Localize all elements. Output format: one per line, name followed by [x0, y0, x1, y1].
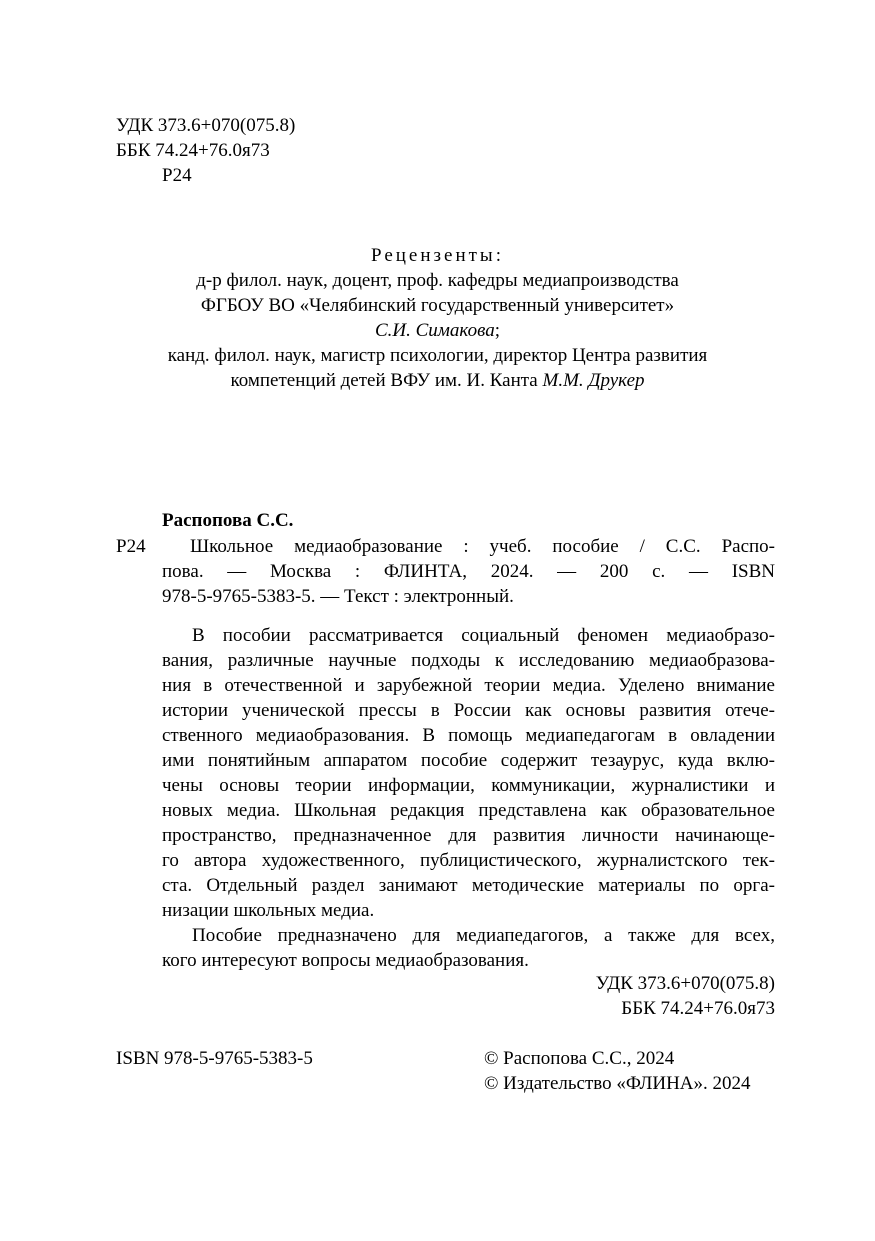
- bbk-code: ББК 74.24+76.0я73: [116, 140, 270, 161]
- bib-author-sign: Р24: [116, 536, 146, 557]
- abstract-line: пространство, предназначенное для развития личности начинающе-: [162, 825, 775, 846]
- copyright-block: [484, 1046, 751, 1096]
- abstract-line: ста. Отдельный раздел занимают методические материалы по орга-: [162, 875, 775, 896]
- udk-code: УДК 373.6+070(075.8): [116, 115, 296, 136]
- abstract-line: ния в отечественной и зарубежной теории медиа. Уделено внимание: [162, 675, 775, 696]
- index-codes-right: [162, 971, 775, 1021]
- reviewer1-separator: ;: [494, 320, 500, 341]
- abstract-line: ими понятийным аппаратом пособие содержит тезаурус, куда вклю-: [162, 750, 775, 771]
- reviewer1-name-line: [0, 318, 875, 343]
- abstract: [162, 623, 775, 973]
- reviewer2-name: М.М. Друкер: [542, 370, 645, 391]
- reviewer2-line2: компетенций детей ВФУ им. И. Канта: [230, 370, 538, 391]
- reviewer2-line1: канд. филол. наук, магистр психологии, директор Центра развития: [167, 345, 708, 366]
- abstract-line: низации школьных медиа.: [162, 900, 375, 921]
- reviewer1-name: С.И. Симакова: [374, 320, 495, 341]
- reviewers-block: [0, 243, 875, 393]
- abstract-line: го автора художественного, публицистического, журналистского тек-: [162, 850, 775, 871]
- classification-block: [116, 113, 295, 188]
- bib-line: Школьное медиаобразование : учеб. пособие / С.С. Распо-: [190, 536, 775, 557]
- reviewer1-line2: ФГБОУ ВО «Челябинский государственный университет»: [200, 295, 675, 316]
- udk-code-right: УДК 373.6+070(075.8): [595, 973, 775, 994]
- abstract-line: новых медиа. Школьная редакция представлена как образовательное: [162, 800, 775, 821]
- reviewer1-line1: д-р филол. наук, доцент, проф. кафедры медиапроизводства: [196, 270, 679, 291]
- abstract-line: Пособие предназначено для медиапедагогов, а также для всех,: [192, 925, 775, 946]
- abstract-line: вания, различные научные подходы к исследованию медиаобразова-: [162, 650, 775, 671]
- bibliographic-record: [162, 534, 775, 609]
- bib-line: пова. — Москва : ФЛИНТА, 2024. — 200 с. — ISBN: [162, 561, 775, 582]
- bib-line: 978-5-9765-5383-5. — Текст : электронный.: [162, 586, 514, 607]
- abstract-line: ственного медиаобразования. В помощь медиапедагогам в овладении: [162, 725, 775, 746]
- abstract-line: истории ученической прессы в России как основы развития отече-: [162, 700, 775, 721]
- reviewer2-line2-wrap: [0, 368, 875, 393]
- book-author: Распопова С.С.: [162, 510, 294, 531]
- reviewers-heading: Рецензенты:: [371, 245, 504, 266]
- copyright-author: © Распопова С.С., 2024: [484, 1048, 675, 1069]
- copyright-publisher: © Издательство «ФЛИНА». 2024: [484, 1073, 751, 1094]
- isbn: ISBN 978-5-9765-5383-5: [116, 1048, 313, 1069]
- abstract-line: В пособии рассматривается социальный феномен медиаобразо-: [192, 625, 775, 646]
- abstract-line: чены основы теории информации, коммуникации, журналистики и: [162, 775, 775, 796]
- abstract-line: кого интересуют вопросы медиаобразования.: [162, 950, 529, 971]
- bbk-code-right: ББК 74.24+76.0я73: [621, 998, 775, 1019]
- author-sign: Р24: [162, 165, 192, 186]
